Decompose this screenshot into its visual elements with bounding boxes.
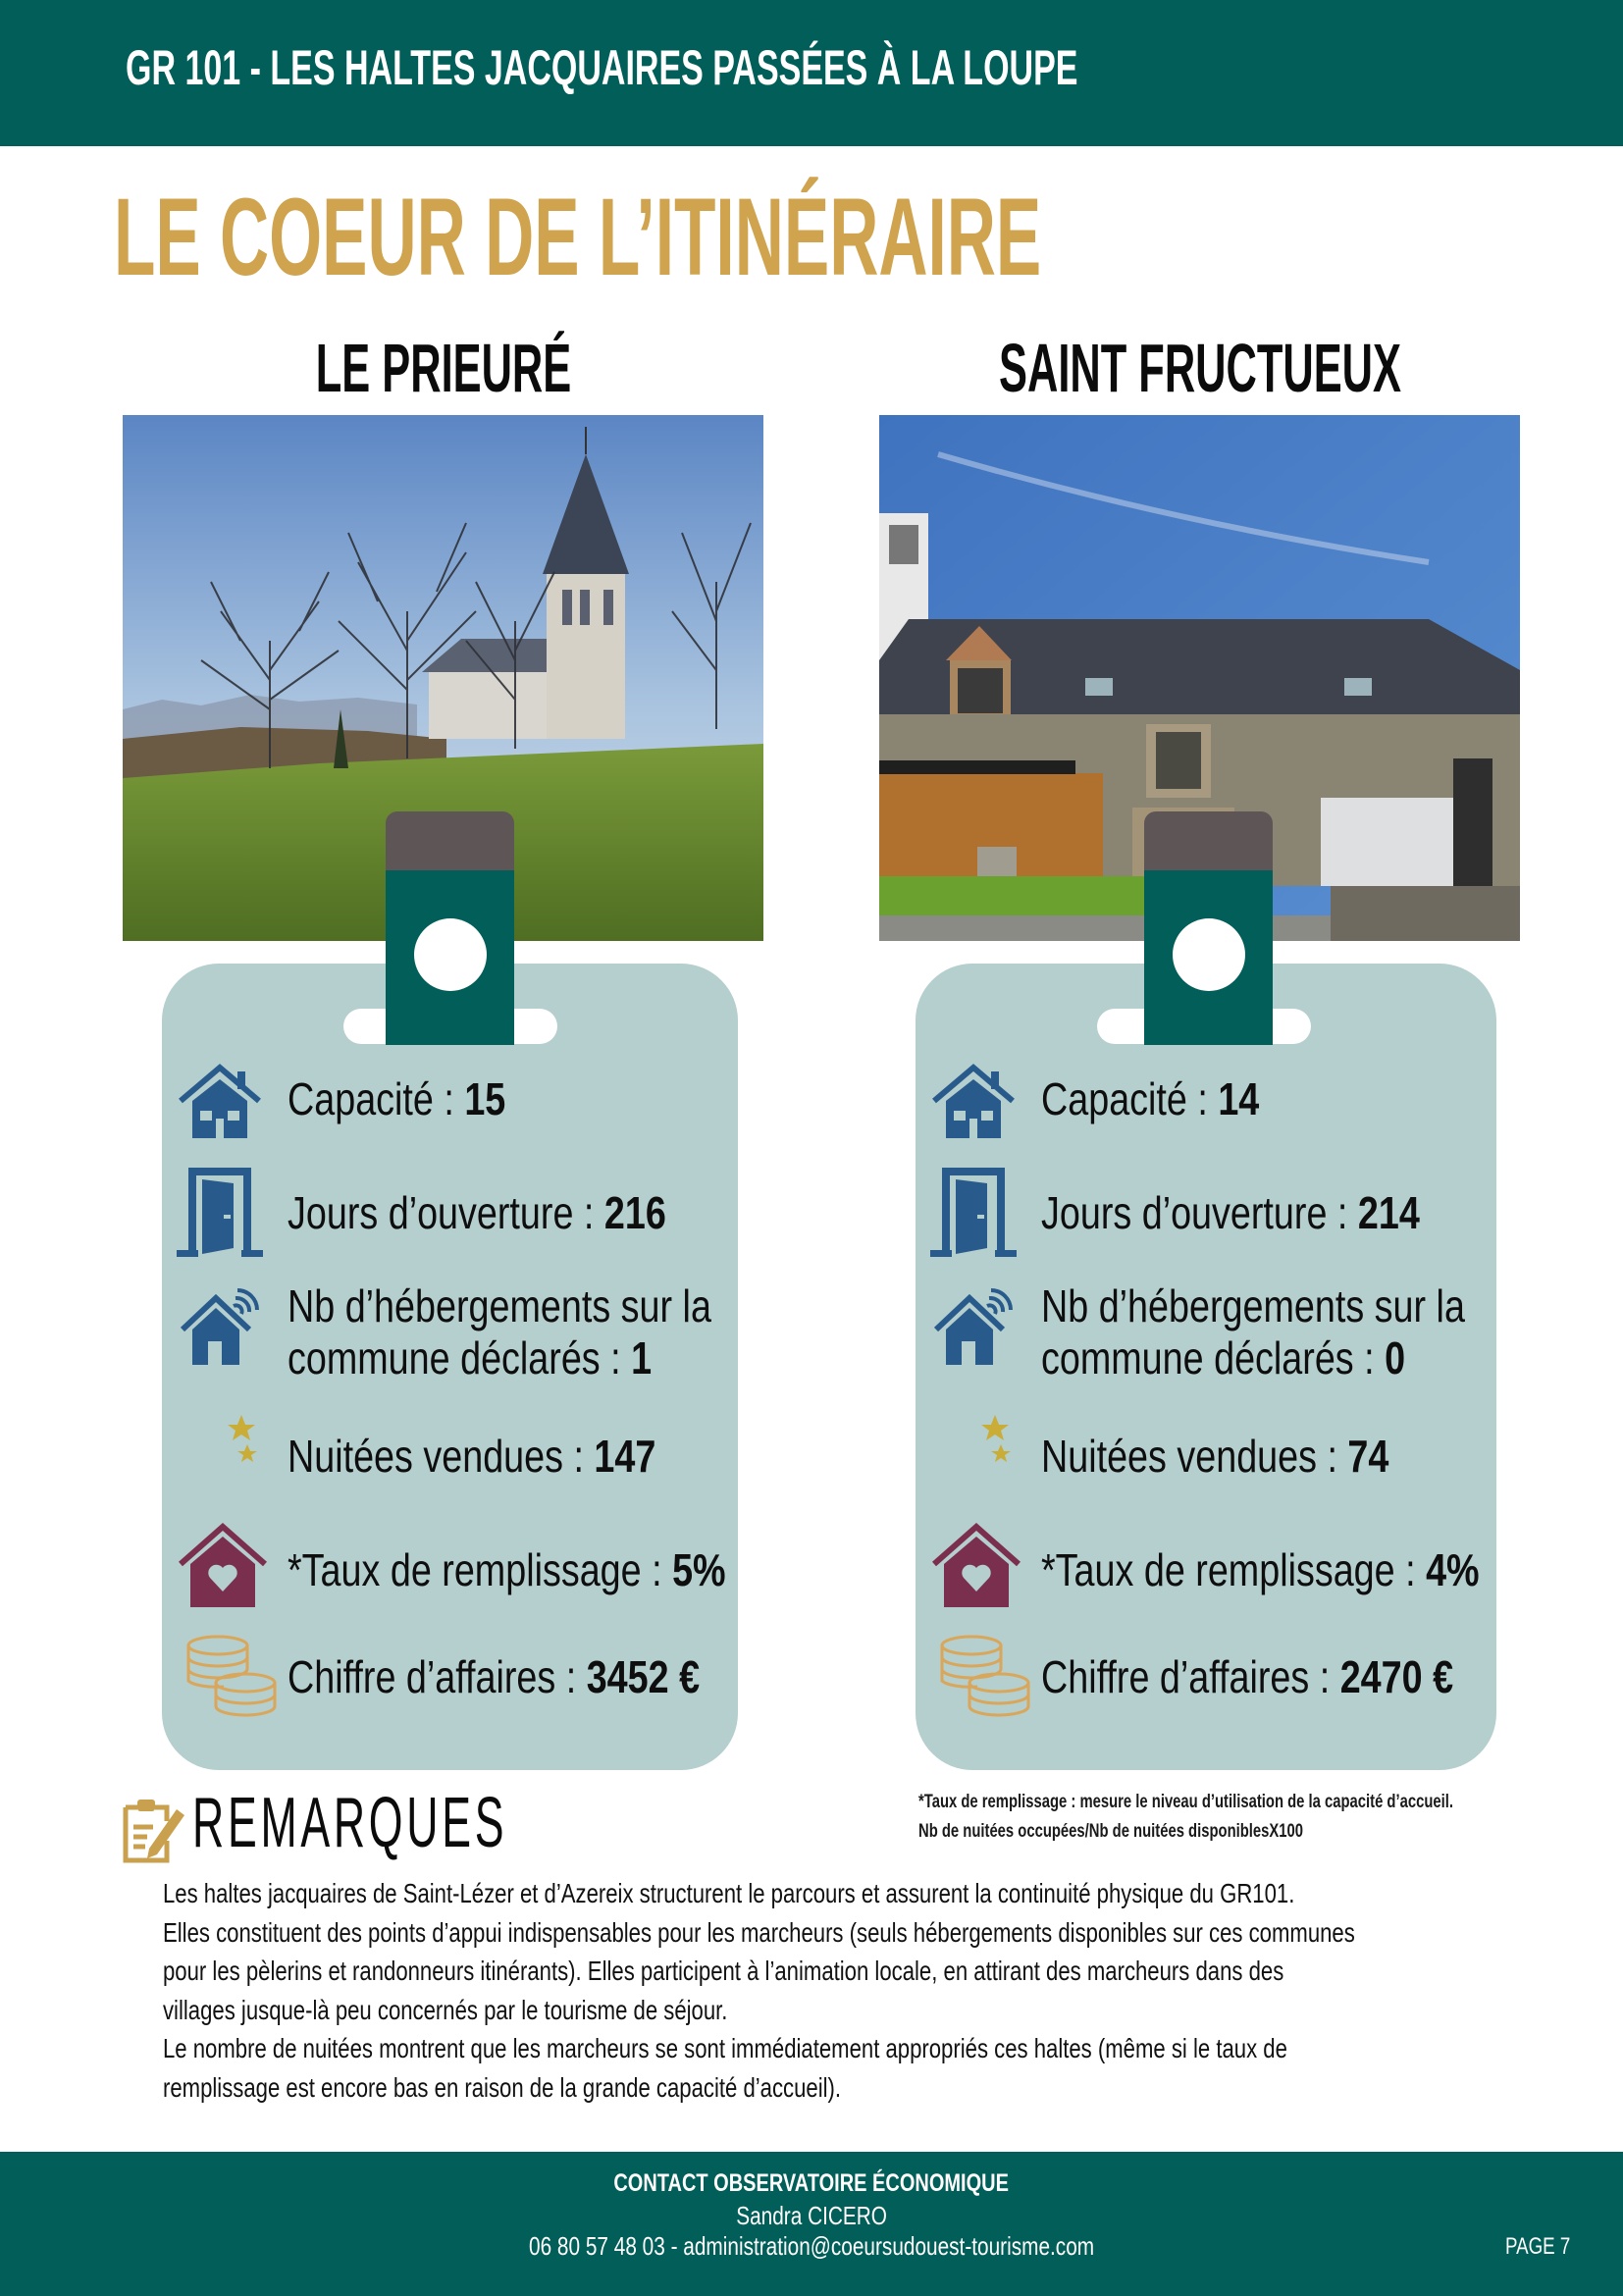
- contact-name: Sandra CICERO: [736, 2201, 887, 2230]
- smart-house-icon: [179, 1286, 263, 1367]
- jours-value: 214: [1357, 1187, 1420, 1238]
- contact-phone-email: [0, 2231, 1623, 2262]
- hebergements-value: 0: [1385, 1331, 1406, 1383]
- moon-stars-icon: [186, 1413, 265, 1497]
- nuitees-value: 74: [1347, 1431, 1389, 1482]
- door-icon: [175, 1168, 265, 1260]
- contact-title: CONTACT OBSERVATOIRE ÉCONOMIQUE: [613, 2169, 1010, 2197]
- ca-value: 3452 €: [586, 1651, 701, 1702]
- page-number: PAGE 7: [1505, 2233, 1571, 2260]
- halte-title-saint-fructueux: SAINT FRUCTUEUX: [999, 330, 1401, 406]
- remarques-text: Les haltes jacquaires de Saint-Lézer et d’Azereix structurent le parcours et assurent la continuité physique du GR101. Elles constituent des points d’appui indispensables pour les marcheurs (seuls hébergements disponibles sur ces communes pour les pèlerins et randonneurs itinérants). Elles participent à l’animation locale, en attirant des marcheurs dans des villages jusque-là peu concernés par le tourisme de séjour. Le nombre de nuitées montrent que les marcheurs se sont immédiatement appropriés ces haltes (même si le taux de remplissage est encore bas en raison de la grande capacité d’accueil).: [163, 1878, 1355, 2103]
- clipboard-pencil-icon: [116, 1792, 186, 1866]
- nuitees-value: 147: [594, 1431, 656, 1482]
- header-bar: [0, 0, 1623, 146]
- coins-icon: [938, 1634, 1036, 1722]
- contact-email-link[interactable]: 06 80 57 48 03 - administration@coeursudouest-tourisme.com: [528, 2231, 1095, 2261]
- page-title: LE COEUR DE L’ITINÉRAIRE: [114, 176, 1042, 298]
- heart-house-icon: [930, 1523, 1022, 1609]
- badge-clip: [386, 811, 514, 1045]
- moon-stars-icon: [940, 1413, 1019, 1497]
- footer: [0, 2152, 1623, 2296]
- taux-value: 5%: [672, 1544, 726, 1595]
- hebergements-value: 1: [631, 1331, 653, 1383]
- capacite-value: 14: [1218, 1073, 1260, 1124]
- house-icon: [177, 1064, 263, 1142]
- smart-house-icon: [932, 1286, 1017, 1367]
- coins-icon: [184, 1634, 283, 1722]
- remarques-title: REMARQUES: [192, 1784, 508, 1862]
- house-icon: [930, 1064, 1017, 1142]
- halte-title-le-prieure: LE PRIEURÉ: [315, 330, 572, 406]
- heart-house-icon: [177, 1523, 269, 1609]
- taux-value: 4%: [1426, 1544, 1480, 1595]
- badge-clip: [1144, 811, 1273, 1045]
- capacite-value: 15: [464, 1073, 506, 1124]
- header-title: GR 101 - LES HALTES JACQUAIRES PASSÉES À LA LOUPE: [126, 40, 1078, 95]
- ca-value: 2470 €: [1339, 1651, 1454, 1702]
- footnote-taux-remplissage: *Taux de remplissage : mesure le niveau d’utilisation de la capacité d’accueil. Nb de nuitées occupées/Nb de nuitées disponiblesX100: [918, 1792, 1453, 1842]
- jours-value: 216: [603, 1187, 666, 1238]
- door-icon: [928, 1168, 1019, 1260]
